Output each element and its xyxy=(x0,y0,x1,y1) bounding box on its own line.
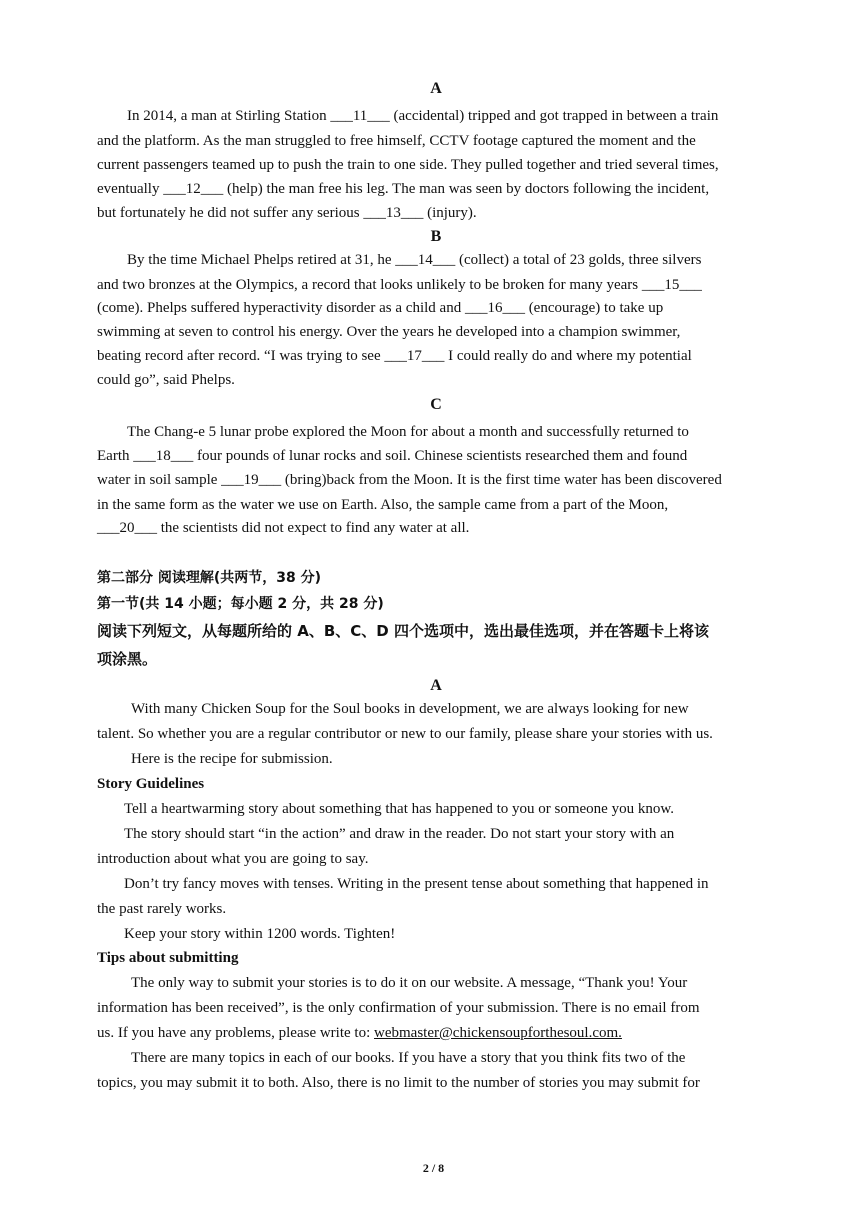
section-a-heading: A xyxy=(430,80,442,97)
page-number: 2 / 8 xyxy=(422,1161,445,1175)
section-c-line-4: in the same form as the water we use on Earth. Also, the sample came from a part of the Moon, xyxy=(97,497,669,513)
tips-title: Tips about submitting xyxy=(97,950,239,966)
tip-1-cont: information has been received”, is the only confirmation of your submission. There is no email from xyxy=(97,1000,700,1016)
passage-a-intro-1: With many Chicken Soup for the Soul books in development, we are always looking for new xyxy=(131,701,689,717)
section-one-title: 第一节(共 14 小题；每小题 2 分，共 28 分) xyxy=(97,596,384,612)
guideline-1: Tell a heartwarming story about something that has happened to you or someone you know. xyxy=(124,801,674,817)
section-c-line-1: The Chang-e 5 lunar probe explored the Moon for about a month and successfully returned to xyxy=(127,424,689,440)
guidelines-title: Story Guidelines xyxy=(97,776,205,792)
contact-email-link[interactable]: webmaster@chickensoupforthesoul.com. xyxy=(374,1025,622,1041)
instruction-line-1: 阅读下列短文，从每题所给的 A、B、C、D 四个选项中，选出最佳选项，并在答题卡上将该 xyxy=(97,622,709,640)
tip-2: There are many topics in each of our books. If you have a story that you think fits two of the xyxy=(131,1050,686,1066)
passage-a-intro-3: Here is the recipe for submission. xyxy=(131,751,333,767)
section-b-line-2: and two bronzes at the Olympics, a record that looks unlikely to be broken for many years ___15___ xyxy=(97,277,702,293)
tip-1-email-prefix: us. If you have any problems, please write to: xyxy=(97,1025,375,1041)
section-a-line-2: and the platform. As the man struggled to free himself, CCTV footage captured the moment and the xyxy=(97,133,696,149)
guideline-3-cont: the past rarely works. xyxy=(97,901,227,917)
guideline-3: Don’t try fancy moves with tenses. Writing in the present tense about something that happened in xyxy=(124,876,709,892)
guideline-2: The story should start “in the action” and draw in the reader. Do not start your story with an xyxy=(124,826,675,842)
section-a-line-5: but fortunately he did not suffer any serious ___13___ (injury). xyxy=(97,205,477,221)
passage-a-intro-2: talent. So whether you are a regular contributor or new to our family, please share your stories with us. xyxy=(97,726,713,742)
guideline-2-cont: introduction about what you are going to say. xyxy=(97,851,369,867)
section-a-line-3: current passengers teamed up to push the train to one side. They pulled together and tried several times, xyxy=(97,157,719,173)
section-b-line-3: (come). Phelps suffered hyperactivity disorder as a child and ___16___ (encourage) to take up xyxy=(97,300,664,316)
section-b-line-5: beating record after record. “I was trying to see ___17___ I could really do and where my potential xyxy=(97,348,692,364)
section-c-heading: C xyxy=(430,396,442,413)
section-b-heading: B xyxy=(430,228,442,245)
tip-2-cont: topics, you may submit it to both. Also, there is no limit to the number of stories you may submit for xyxy=(97,1075,700,1091)
section-b-line-6: could go”, said Phelps. xyxy=(97,372,235,388)
part-two-title: 第二部分 阅读理解(共两节，38 分) xyxy=(97,570,322,586)
section-a-line-4: eventually ___12___ (help) the man free his leg. The man was seen by doctors following the incident, xyxy=(97,181,710,197)
section-a-line-1: In 2014, a man at Stirling Station ___11___ (accidental) tripped and got trapped in between a train xyxy=(127,108,719,124)
instruction-line-2: 项涂黑。 xyxy=(97,650,158,668)
guideline-4: Keep your story within 1200 words. Tighten! xyxy=(124,926,396,942)
section-b-line-1: By the time Michael Phelps retired at 31, he ___14___ (collect) a total of 23 golds, three silvers xyxy=(127,252,702,268)
tip-1-email-line xyxy=(97,1025,622,1042)
tip-1: The only way to submit your stories is to do it on our website. A message, “Thank you! Your xyxy=(131,975,688,991)
section-c-line-2: Earth ___18___ four pounds of lunar rocks and soil. Chinese scientists researched them and found xyxy=(97,448,688,464)
passage-a-heading: A xyxy=(430,677,442,694)
section-c-line-3: water in soil sample ___19___ (bring)back from the Moon. It is the first time water has been discovered xyxy=(97,472,722,488)
section-b-line-4: swimming at seven to control his energy. Over the years he developed into a champion swimmer, xyxy=(97,324,681,340)
section-c-line-5: ___20___ the scientists did not expect to find any water at all. xyxy=(97,520,470,536)
